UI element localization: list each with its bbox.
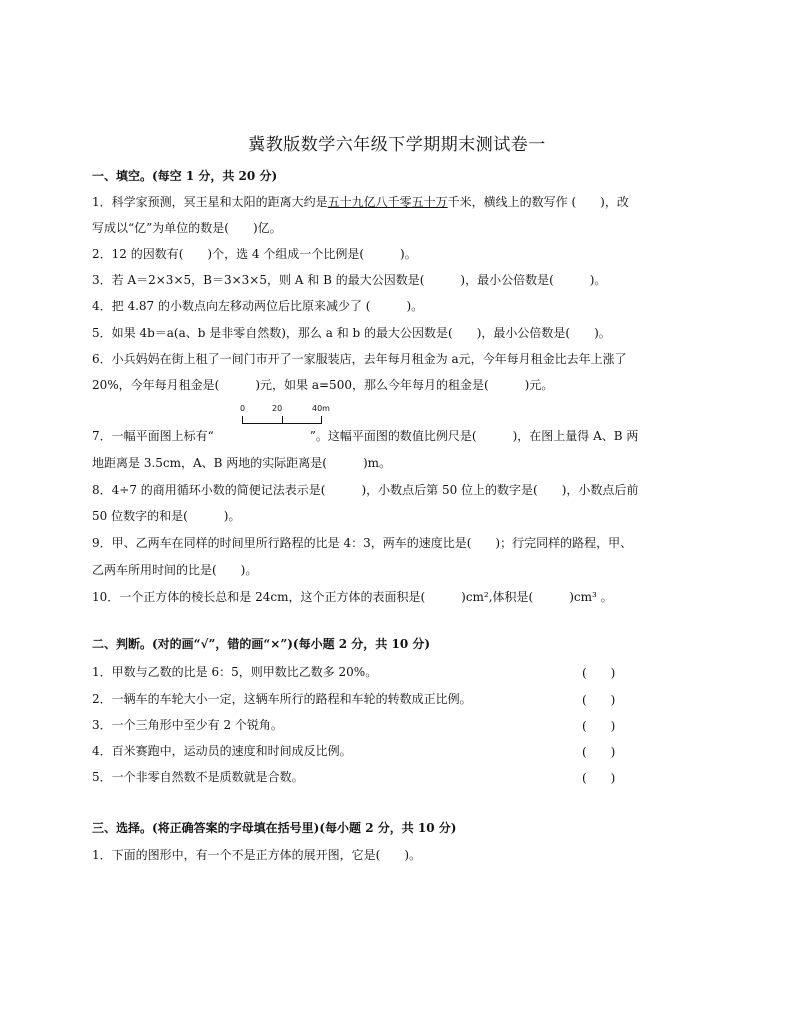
scale-tick bbox=[242, 416, 243, 424]
question-9-line-2: 乙两车所用时间的比是( )。 bbox=[92, 563, 258, 577]
scale-bar-diagram bbox=[240, 404, 330, 430]
page-title: 冀教版数学六年级下学期期末测试卷一 bbox=[248, 135, 546, 155]
scale-label-20: 20 bbox=[272, 404, 283, 413]
answer-paren-4[interactable]: ( ) bbox=[582, 745, 616, 759]
judge-item-4: 4．百米赛跑中，运动员的速度和时间成反比例。 bbox=[92, 744, 352, 758]
judge-item-5: 5．一个非零自然数不是质数就是合数。 bbox=[92, 770, 304, 784]
question-9-line-1: 9．甲、乙两车在同样的时间里所行路程的比是 4：3，两车的速度比是( )；行完同样的路程，甲、 bbox=[92, 536, 633, 550]
section-2-heading: 二、判断。(对的画“√”，错的画“×”)(每小题 2 分，共 10 分) bbox=[92, 637, 431, 651]
question-2: 2．12 的因数有( )个，选 4 个组成一个比例是( )。 bbox=[92, 247, 417, 261]
answer-paren-5[interactable]: ( ) bbox=[582, 771, 616, 785]
judge-item-1: 1．甲数与乙数的比是 6：5，则甲数比乙数多 20%。 bbox=[92, 665, 378, 679]
judge-item-2: 2．一辆车的车轮大小一定，这辆车所行的路程和车轮的转数成正比例。 bbox=[92, 692, 472, 706]
answer-paren-1[interactable]: ( ) bbox=[582, 666, 616, 680]
question-5: 5．如果 4b＝a(a、b 是非零自然数)，那么 a 和 b 的最大公因数是( )，最小公倍数是( )。 bbox=[92, 326, 611, 340]
question-6-line-2: 20%，今年每月租金是( )元，如果 a=500，那么今年每月的租金是( )元。 bbox=[92, 378, 554, 392]
scale-tick bbox=[282, 416, 283, 424]
question-7-line-1: 7．一幅平面图上标有“ ”。这幅平面图的数值比例尺是( )，在图上量得 A、B 两 bbox=[92, 429, 639, 443]
question-3: 3．若 A＝2×3×5，B＝3×3×5，则 A 和 B 的最大公因数是( )，最小公倍数是( )。 bbox=[92, 273, 607, 287]
question-8-line-2: 50 位数字的和是( )。 bbox=[92, 509, 241, 523]
question-8-line-1: 8．4÷7 的商用循环小数的简便记法表示是( )，小数点后第 50 位上的数字是( )，小数点后前 bbox=[92, 483, 639, 497]
scale-label-0: 0 bbox=[240, 404, 246, 413]
q1-underlined-number: 五十九亿八千零五十万 bbox=[327, 195, 448, 209]
scale-tick bbox=[321, 416, 322, 424]
judge-item-3: 3．一个三角形中至少有 2 个锐角。 bbox=[92, 718, 283, 732]
question-1-line-2: 写成以“亿”为单位的数是( )亿。 bbox=[92, 221, 282, 235]
question-10: 10．一个正方体的棱长总和是 24cm，这个正方体的表面积是( )cm²,体积是( )cm³ 。 bbox=[92, 590, 613, 604]
section-1-heading: 一、填空。(每空 1 分，共 20 分) bbox=[92, 169, 278, 183]
q1-text-b: 千米，横线上的数写作 ( )，改 bbox=[447, 195, 629, 209]
choice-question-1: 1．下面的图形中，有一个不是正方体的展开图，它是( )。 bbox=[92, 848, 422, 862]
answer-paren-3[interactable]: ( ) bbox=[582, 719, 616, 733]
q1-text-a: 1．科学家预测，冥王星和太阳的距离大约是 bbox=[92, 195, 328, 209]
question-4: 4．把 4.87 的小数点向左移动两位后比原来减少了 ( )。 bbox=[92, 299, 424, 313]
section-3-heading: 三、选择。(将正确答案的字母填在括号里)(每小题 2 分，共 10 分) bbox=[92, 821, 457, 835]
question-1-line-1 bbox=[92, 194, 629, 210]
scale-label-40m: 40m bbox=[312, 404, 330, 413]
question-6-line-1: 6．小兵妈妈在街上租了一间门市开了一家服装店，去年每月租金为 a元，今年每月租金比去年上涨了 bbox=[92, 352, 627, 366]
question-7-line-2: 地距离是 3.5cm，A、B 两地的实际距离是( )m。 bbox=[92, 456, 392, 470]
answer-paren-2[interactable]: ( ) bbox=[582, 693, 616, 707]
